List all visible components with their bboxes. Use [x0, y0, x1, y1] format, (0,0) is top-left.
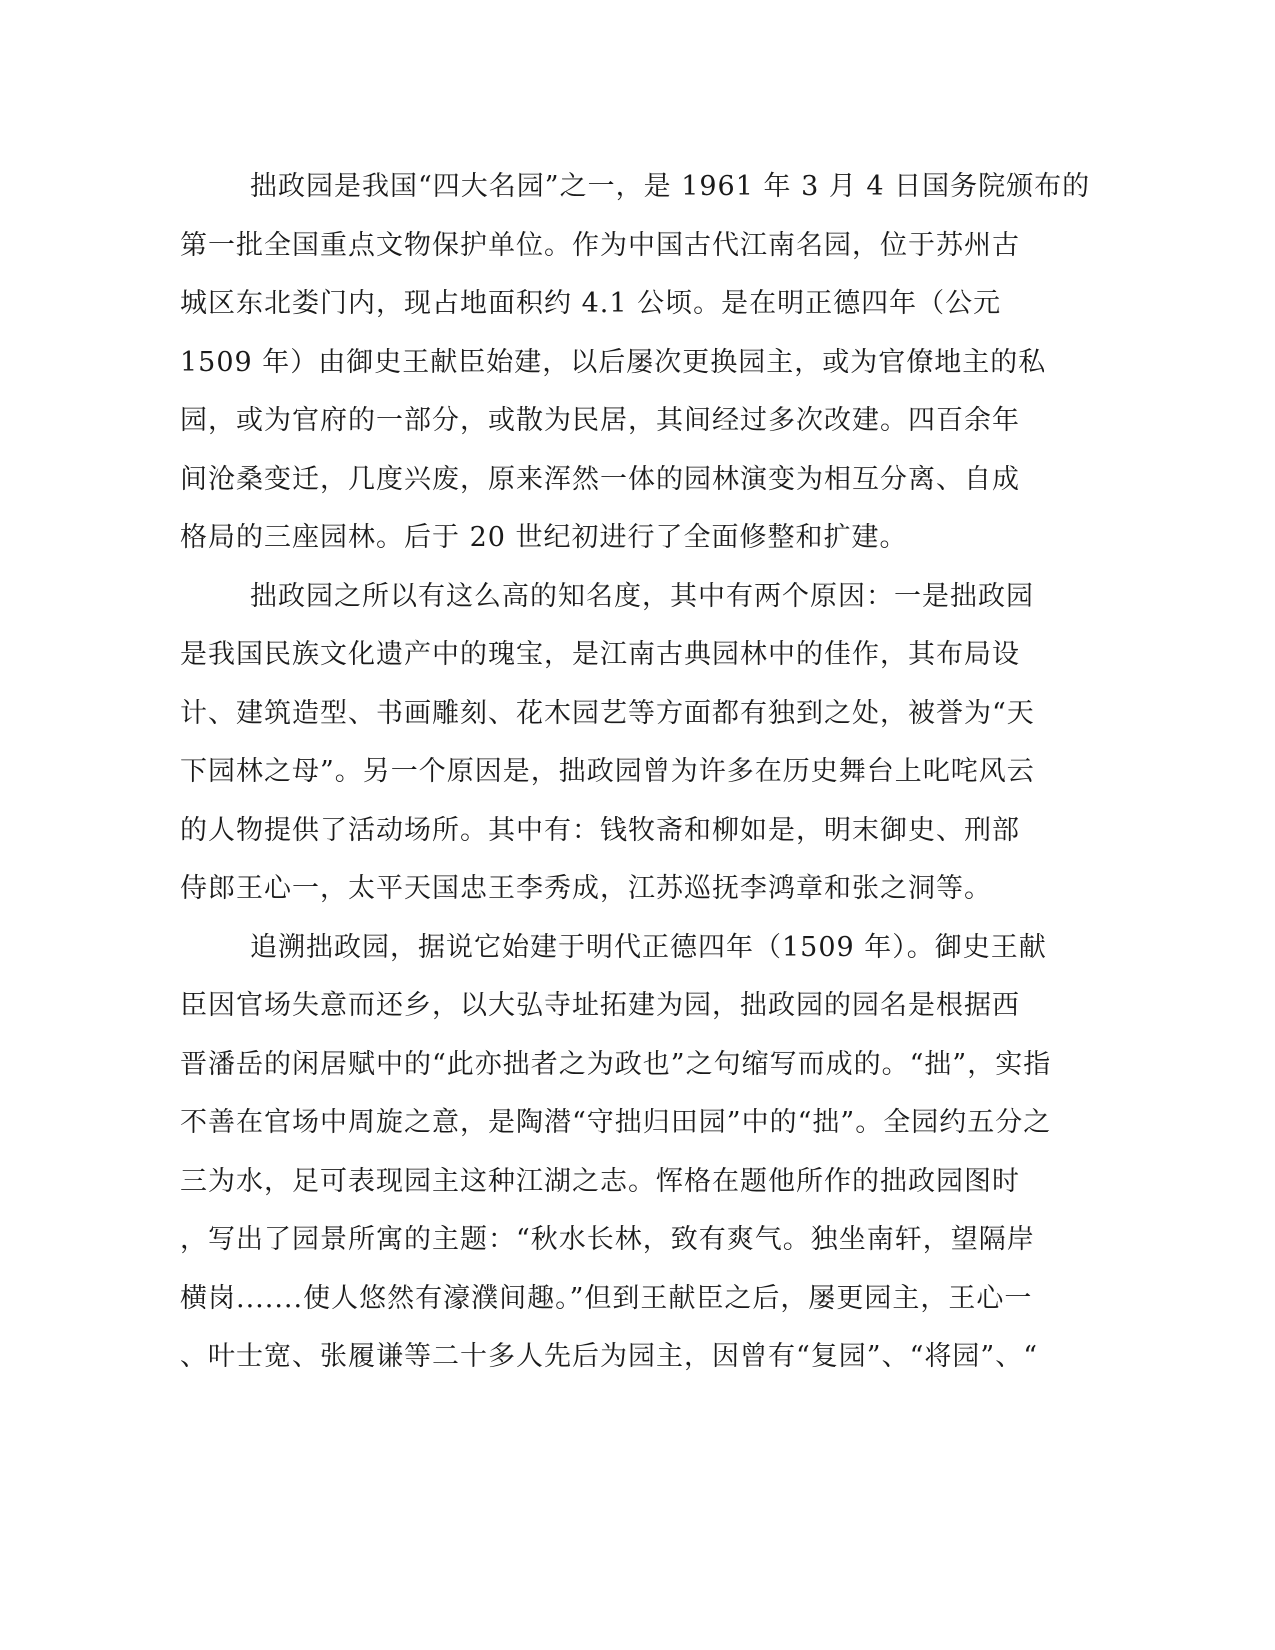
- text-line: 三为水，足可表现园主这种江湖之志。恽格在题他所作的拙政园图时: [180, 1165, 1020, 1197]
- text-line: 横岗.......使人悠然有濠濮间趣。”但到王献臣之后，屡更园主，王心一: [180, 1282, 1033, 1314]
- text-line: 城区东北娄门内，现占地面积约 4.1 公顷。是在明正德四年（公元: [180, 288, 1002, 319]
- text-line: 晋潘岳的闲居赋中的“此亦拙者之为政也”之句缩写而成的。“拙”，实指: [180, 1048, 1052, 1080]
- paragraph-3: [180, 919, 1050, 1387]
- text-line: 格局的三座园林。后于 20 世纪初进行了全面修整和扩建。: [180, 522, 908, 553]
- text-line: 间沧桑变迁，几度兴废，原来浑然一体的园林演变为相互分离、自成: [180, 463, 1020, 495]
- text-line: 第一批全国重点文物保护单位。作为中国古代江南名园，位于苏州古: [180, 229, 1020, 261]
- text-line: 的人物提供了活动场所。其中有：钱牧斋和柳如是，明末御史、刑部: [180, 814, 1020, 846]
- paragraph-1: [180, 158, 1091, 568]
- text-line: 计、建筑造型、书画雕刻、花木园艺等方面都有独到之处，被誉为“天: [180, 697, 1035, 729]
- text-line: 追溯拙政园，据说它始建于明代正德四年（1509 年）。御史王献: [250, 931, 1047, 963]
- text-line: 侍郎王心一，太平天国忠王李秀成，江苏巡抚李鸿章和张之洞等。: [180, 873, 992, 904]
- text-line: 、叶士宽、张履谦等二十多人先后为园主，因曾有“复园”、“将园”、“: [180, 1341, 1039, 1372]
- text-line: ，写出了园景所寓的主题：“秋水长林，致有爽气。独坐南轩，望隔岸: [180, 1224, 1035, 1255]
- text-line: 拙政园之所以有这么高的知名度，其中有两个原因：一是拙政园: [250, 580, 1034, 612]
- text-line: 臣因官场失意而还乡，以大弘寺址拓建为园，拙政园的园名是根据西: [180, 990, 1020, 1021]
- text-line: 拙政园是我国“四大名园”之一，是 1961 年 3 月 4 日国务院颁布的: [250, 171, 1091, 202]
- text-line: 下园林之母”。另一个原因是，拙政园曾为许多在历史舞台上叱咤风云: [180, 756, 1035, 787]
- text-line: 是我国民族文化遗产中的瑰宝，是江南古典园林中的佳作，其布局设: [180, 639, 1020, 670]
- document-body: [180, 158, 1091, 1387]
- paragraph-2: [180, 568, 1050, 919]
- text-line: 不善在官场中周旋之意，是陶潜“守拙归田园”中的“拙”。全园约五分之: [180, 1107, 1052, 1138]
- text-line: 园，或为官府的一部分，或散为民居，其间经过多次改建。四百余年: [180, 405, 1020, 436]
- text-line: 1509 年）由御史王献臣始建，以后屡次更换园主，或为官僚地主的私: [180, 346, 1047, 378]
